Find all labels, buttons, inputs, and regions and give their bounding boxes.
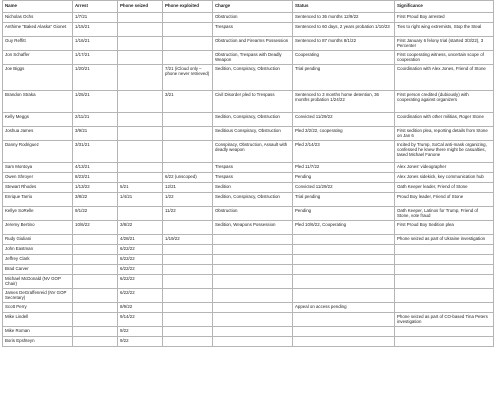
cell-significance bbox=[395, 303, 494, 313]
jan6-arrests-table bbox=[2, 0, 494, 347]
column-header-phone-exploited: Phone exploited bbox=[163, 1, 213, 13]
cell-phone-exploited bbox=[163, 221, 213, 235]
table-row bbox=[3, 327, 494, 337]
cell-charge: Sedition bbox=[213, 183, 293, 193]
cell-significance: First person credited (dubiously) with cooperating against organizers bbox=[395, 91, 494, 113]
cell-arrest: 1/7/21 bbox=[73, 13, 118, 23]
cell-arrest: 2/11/21 bbox=[73, 113, 118, 127]
cell-arrest: 1/17/21 bbox=[73, 51, 118, 65]
table-row bbox=[3, 51, 494, 65]
cell-phone-exploited: 12/21 bbox=[163, 183, 213, 193]
cell-name: Kelly Meggs bbox=[3, 113, 73, 127]
cell-phone-seized bbox=[118, 127, 163, 141]
cell-phone-seized: 5/21 bbox=[118, 183, 163, 193]
cell-significance: Coordination with other militias, Roger Stone bbox=[395, 113, 494, 127]
cell-charge: Seditious Conspiracy, Obstruction bbox=[213, 127, 293, 141]
cell-name: Guy Reffitt bbox=[3, 37, 73, 51]
table-row bbox=[3, 313, 494, 327]
cell-status: Trial pending bbox=[293, 193, 395, 207]
cell-status bbox=[293, 235, 395, 245]
cell-charge bbox=[213, 235, 293, 245]
table-row bbox=[3, 193, 494, 207]
cell-name: Owen Shroyer bbox=[3, 173, 73, 183]
cell-name: Sam Montoya bbox=[3, 163, 73, 173]
cell-significance bbox=[395, 289, 494, 303]
column-header-phone-seized: Phone seized bbox=[118, 1, 163, 13]
cell-arrest: 1/15/21 bbox=[73, 23, 118, 37]
cell-phone-exploited bbox=[163, 141, 213, 163]
cell-name: Mike Roman bbox=[3, 327, 73, 337]
cell-phone-seized bbox=[118, 51, 163, 65]
cell-status: Sentenced to 36 months 12/9/22 bbox=[293, 13, 395, 23]
cell-name: Mike Lindell bbox=[3, 313, 73, 327]
cell-significance: Coordination with Alex Jones, Friend of Stone bbox=[395, 65, 494, 91]
cell-status bbox=[293, 337, 395, 347]
cell-significance bbox=[395, 265, 494, 275]
table-row bbox=[3, 183, 494, 193]
cell-significance: First sedition plea, reporting details from Stone on Jan 6 bbox=[395, 127, 494, 141]
cell-significance: Incited by Trump, SoCal anti-mask organizing, confessed he knew there might be casualties, tased Michael Fanone bbox=[395, 141, 494, 163]
cell-significance: First January 6 felony trial (started 3/3/22), 3 Percenter bbox=[395, 37, 494, 51]
cell-phone-exploited bbox=[163, 245, 213, 255]
cell-phone-exploited bbox=[163, 13, 213, 23]
table-row bbox=[3, 113, 494, 127]
cell-name: Jeremy Bertino bbox=[3, 221, 73, 235]
cell-status bbox=[293, 327, 395, 337]
cell-arrest: 1/16/21 bbox=[73, 37, 118, 51]
cell-name: Stewart Rhodes bbox=[3, 183, 73, 193]
cell-arrest: 4/13/21 bbox=[73, 163, 118, 173]
cell-name: Nicholas Ochs bbox=[3, 13, 73, 23]
table-row bbox=[3, 337, 494, 347]
cell-name: Joe Biggs bbox=[3, 65, 73, 91]
cell-arrest: 9/1/22 bbox=[73, 207, 118, 221]
cell-charge: Sedition, Conspiracy, Obstruction bbox=[213, 193, 293, 207]
table-row bbox=[3, 265, 494, 275]
cell-charge bbox=[213, 255, 293, 265]
cell-name: Boris Epshteyn bbox=[3, 337, 73, 347]
table-row bbox=[3, 163, 494, 173]
table-row bbox=[3, 127, 494, 141]
cell-name: James DeGraffenreid (NV GOP Secretary) bbox=[3, 289, 73, 303]
cell-status bbox=[293, 245, 395, 255]
cell-phone-seized bbox=[118, 65, 163, 91]
cell-phone-exploited bbox=[163, 23, 213, 37]
cell-phone-seized: 6/22/22 bbox=[118, 255, 163, 265]
cell-phone-seized bbox=[118, 113, 163, 127]
cell-status: Convicted 11/29/22 bbox=[293, 183, 395, 193]
table-header-row bbox=[3, 1, 494, 13]
cell-charge bbox=[213, 265, 293, 275]
cell-arrest: 3/8/22 bbox=[73, 193, 118, 207]
cell-phone-seized: 9/22 bbox=[118, 337, 163, 347]
cell-phone-seized: 9/14/22 bbox=[118, 313, 163, 327]
cell-charge: Trespass bbox=[213, 173, 293, 183]
cell-phone-seized bbox=[118, 163, 163, 173]
cell-status bbox=[293, 289, 395, 303]
cell-status: Pled 2/14/23 bbox=[293, 141, 395, 163]
cell-phone-seized bbox=[118, 13, 163, 23]
cell-arrest: 3/9/21 bbox=[73, 127, 118, 141]
cell-phone-exploited bbox=[163, 313, 213, 327]
cell-significance: Phone seized as part of CO-based Tina Peters investigation bbox=[395, 313, 494, 327]
cell-phone-seized bbox=[118, 91, 163, 113]
cell-phone-seized: 3/8/22 bbox=[118, 221, 163, 235]
cell-phone-exploited: 3/21 bbox=[163, 91, 213, 113]
cell-arrest bbox=[73, 275, 118, 289]
cell-status: Appeal on access pending bbox=[293, 303, 395, 313]
cell-name: Anthime "Baked Alaska" Gionet bbox=[3, 23, 73, 37]
cell-name: Danny Rodriguez bbox=[3, 141, 73, 163]
table-row bbox=[3, 275, 494, 289]
cell-phone-seized bbox=[118, 141, 163, 163]
cell-name: Enrique Tarrio bbox=[3, 193, 73, 207]
table-row bbox=[3, 65, 494, 91]
cell-significance: Oath Keeper, Latinos for Trump, Friend of Stone, vote fraud bbox=[395, 207, 494, 221]
cell-arrest: 1/20/21 bbox=[73, 65, 118, 91]
cell-status: Sentenced to 87 months 8/1/22 bbox=[293, 37, 395, 51]
cell-charge: Conspiracy, Obstruction, Assault with deadly weapon bbox=[213, 141, 293, 163]
table-body bbox=[3, 13, 494, 347]
cell-name: Scott Perry bbox=[3, 303, 73, 313]
cell-name: Jon Schaffer bbox=[3, 51, 73, 65]
cell-charge bbox=[213, 313, 293, 327]
table-row bbox=[3, 235, 494, 245]
cell-arrest bbox=[73, 313, 118, 327]
cell-phone-exploited: 1/19/22 bbox=[163, 235, 213, 245]
cell-arrest bbox=[73, 255, 118, 265]
cell-phone-exploited bbox=[163, 113, 213, 127]
cell-arrest: 8/23/21 bbox=[73, 173, 118, 183]
cell-name: Brad Carver bbox=[3, 265, 73, 275]
cell-phone-exploited bbox=[163, 303, 213, 313]
cell-arrest bbox=[73, 303, 118, 313]
cell-phone-exploited bbox=[163, 127, 213, 141]
cell-arrest bbox=[73, 289, 118, 303]
cell-significance: Oath Keeper leader, Friend of Stone bbox=[395, 183, 494, 193]
cell-name: Michael McDonald (NV GOP Chair) bbox=[3, 275, 73, 289]
cell-significance: Proud Boy leader, Friend of Stone bbox=[395, 193, 494, 207]
cell-phone-exploited bbox=[163, 275, 213, 289]
cell-phone-exploited: 7/21 (iCloud only – phone never retrieved) bbox=[163, 65, 213, 91]
column-header-significance: Significance bbox=[395, 1, 494, 13]
cell-significance: Alex Jones sidekick, key communication hub bbox=[395, 173, 494, 183]
cell-status: Sentenced to 3 months home detention, 36 months probation 1/24/22 bbox=[293, 91, 395, 113]
cell-charge bbox=[213, 337, 293, 347]
cell-arrest: 10/6/22 bbox=[73, 221, 118, 235]
cell-status: Pending bbox=[293, 173, 395, 183]
table-row bbox=[3, 207, 494, 221]
cell-significance bbox=[395, 255, 494, 265]
cell-charge: Obstruction and Firearms Possession bbox=[213, 37, 293, 51]
table-row bbox=[3, 289, 494, 303]
cell-charge: Sedition, Weapons Possession bbox=[213, 221, 293, 235]
cell-phone-seized: 6/22/22 bbox=[118, 289, 163, 303]
table-row bbox=[3, 37, 494, 51]
cell-status bbox=[293, 275, 395, 289]
cell-charge bbox=[213, 275, 293, 289]
cell-arrest: 1/13/22 bbox=[73, 183, 118, 193]
cell-phone-seized bbox=[118, 37, 163, 51]
table-row bbox=[3, 303, 494, 313]
cell-phone-seized: 9/22 bbox=[118, 327, 163, 337]
cell-charge: Trespass bbox=[213, 163, 293, 173]
table-row bbox=[3, 255, 494, 265]
column-header-name: Name bbox=[3, 1, 73, 13]
cell-status: Pending bbox=[293, 207, 395, 221]
cell-phone-exploited bbox=[163, 265, 213, 275]
table-row bbox=[3, 245, 494, 255]
cell-status bbox=[293, 313, 395, 327]
cell-name: Rudy Giuliani bbox=[3, 235, 73, 245]
column-header-charge: Charge bbox=[213, 1, 293, 13]
table-row bbox=[3, 91, 494, 113]
cell-status bbox=[293, 255, 395, 265]
cell-phone-exploited: 11/22 bbox=[163, 207, 213, 221]
cell-charge bbox=[213, 303, 293, 313]
cell-significance: First Proud Boy Sedition plea bbox=[395, 221, 494, 235]
cell-status: Cooperating bbox=[293, 51, 395, 65]
cell-phone-seized: 8/9/22 bbox=[118, 303, 163, 313]
cell-charge bbox=[213, 245, 293, 255]
cell-charge: Obstruction bbox=[213, 13, 293, 23]
cell-charge: Obstruction, Trespass with Deadly Weapon bbox=[213, 51, 293, 65]
cell-phone-seized: 6/22/22 bbox=[118, 245, 163, 255]
cell-name: Brandon Straka bbox=[3, 91, 73, 113]
cell-phone-seized: 1/4/21 bbox=[118, 193, 163, 207]
cell-phone-exploited bbox=[163, 327, 213, 337]
table-row bbox=[3, 13, 494, 23]
cell-charge bbox=[213, 327, 293, 337]
cell-phone-exploited bbox=[163, 255, 213, 265]
cell-significance bbox=[395, 245, 494, 255]
cell-phone-seized: 6/22/22 bbox=[118, 265, 163, 275]
cell-charge: Sedition, Conspiracy, Obstruction bbox=[213, 65, 293, 91]
cell-status: Pled 10/6/22, Cooperating bbox=[293, 221, 395, 235]
cell-name: John Eastman bbox=[3, 245, 73, 255]
cell-status: Convicted 11/29/22 bbox=[293, 113, 395, 127]
cell-charge: Civil Disorder pled to Trespass bbox=[213, 91, 293, 113]
cell-arrest: 1/25/21 bbox=[73, 91, 118, 113]
cell-phone-seized: 6/22/22 bbox=[118, 275, 163, 289]
cell-charge: Obstruction bbox=[213, 207, 293, 221]
cell-status: Pled 3/2/22, cooperating bbox=[293, 127, 395, 141]
cell-significance: Alex Jones' videographer bbox=[395, 163, 494, 173]
cell-phone-exploited bbox=[163, 163, 213, 173]
cell-charge: Sedition, Conspiracy, Obstruction bbox=[213, 113, 293, 127]
cell-name: Joshua James bbox=[3, 127, 73, 141]
cell-significance: Ties to right wing extremists, Stop the Steal bbox=[395, 23, 494, 37]
document-page bbox=[2, 0, 494, 400]
cell-name: Jeffrey Clark bbox=[3, 255, 73, 265]
cell-phone-seized bbox=[118, 23, 163, 37]
cell-phone-seized bbox=[118, 207, 163, 221]
cell-arrest bbox=[73, 337, 118, 347]
cell-phone-seized bbox=[118, 173, 163, 183]
cell-phone-exploited bbox=[163, 37, 213, 51]
cell-phone-exploited bbox=[163, 51, 213, 65]
cell-phone-exploited bbox=[163, 289, 213, 303]
cell-arrest bbox=[73, 327, 118, 337]
cell-phone-seized: 4/28/21 bbox=[118, 235, 163, 245]
cell-charge: Trespass bbox=[213, 23, 293, 37]
table-row bbox=[3, 141, 494, 163]
cell-significance bbox=[395, 337, 494, 347]
column-header-arrest: Arrest bbox=[73, 1, 118, 13]
table-row bbox=[3, 173, 494, 183]
cell-significance: Phone seized as part of Ukraine investigation bbox=[395, 235, 494, 245]
cell-name: Kellye SoRelle bbox=[3, 207, 73, 221]
cell-arrest bbox=[73, 245, 118, 255]
cell-status: Sentenced to 60 days, 2 years probation 1/10/23 bbox=[293, 23, 395, 37]
cell-arrest bbox=[73, 235, 118, 245]
cell-status: Pled 11/7/22 bbox=[293, 163, 395, 173]
cell-status bbox=[293, 265, 395, 275]
cell-significance: First Proud Boy arrested bbox=[395, 13, 494, 23]
cell-arrest: 3/31/21 bbox=[73, 141, 118, 163]
column-header-status: Status bbox=[293, 1, 395, 13]
cell-significance bbox=[395, 327, 494, 337]
cell-significance: First cooperating witness, uncertain scope of cooperation bbox=[395, 51, 494, 65]
cell-phone-exploited: 6/22 (unscoped) bbox=[163, 173, 213, 183]
cell-significance bbox=[395, 275, 494, 289]
cell-status: Trial pending bbox=[293, 65, 395, 91]
table-row bbox=[3, 23, 494, 37]
table-row bbox=[3, 221, 494, 235]
cell-arrest bbox=[73, 265, 118, 275]
cell-charge bbox=[213, 289, 293, 303]
cell-phone-exploited: 1/22 bbox=[163, 193, 213, 207]
cell-phone-exploited bbox=[163, 337, 213, 347]
